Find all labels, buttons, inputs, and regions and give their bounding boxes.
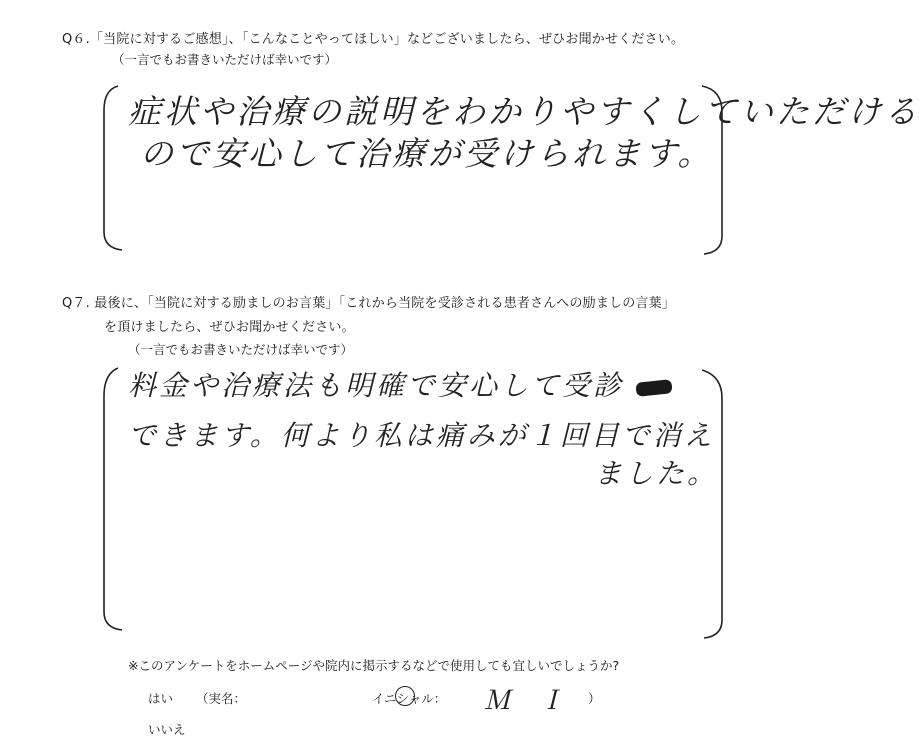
consent-close-paren: ） bbox=[588, 691, 601, 706]
consent-real-name-label: （実名： bbox=[196, 691, 247, 706]
selection-circle-mark bbox=[395, 686, 415, 706]
q7-answer-line-3: ました。 bbox=[594, 457, 719, 490]
q7-frame-right bbox=[702, 370, 722, 638]
q7-question-line-2: を頂けましたら、ぜひお聞かせください。 bbox=[104, 320, 355, 335]
q6-answer-line-1: 症状や治療の説明をわかりやすくしていただける bbox=[128, 92, 920, 131]
consent-question: ※このアンケートをホームページや院内に掲示するなどで使用しても宜しいでしょうか? bbox=[128, 658, 620, 673]
q7-answer-line-1 bbox=[128, 364, 672, 404]
q7-question-line-1: Q７. 最後に、「当院に対する励ましのお言葉」「これから当院を受診される患者さんへの励ましの言葉」 bbox=[62, 296, 676, 311]
crossed-out-scribble bbox=[635, 379, 672, 397]
consent-no-label: いいえ bbox=[148, 722, 186, 737]
consent-initial-label: イニシャル： bbox=[372, 691, 447, 706]
q7-frame-left bbox=[104, 368, 122, 630]
q6-frame-left bbox=[104, 86, 122, 250]
q6-answer-line-2: ので安心して治療が受けられます。 bbox=[140, 134, 714, 173]
consent-yes-label: はい bbox=[148, 691, 174, 706]
consent-initial-value: Ｍ Ｉ bbox=[484, 686, 575, 716]
q7-answer-line-2: できます。何より私は痛みが１回目で消え bbox=[128, 419, 715, 452]
q6-note: （一言でもお書きいただけば幸いです） bbox=[112, 52, 338, 67]
q6-question: Q６.「当院に対するご感想」、「こんなことやってほしい」などございましたら、ぜひお聞かせください。 bbox=[62, 32, 685, 47]
q7-note: （一言でもお書きいただけば幸いです） bbox=[128, 342, 354, 357]
q7-answer-line-1-text: 料金や治療法も明確で安心して受診 bbox=[128, 369, 625, 402]
